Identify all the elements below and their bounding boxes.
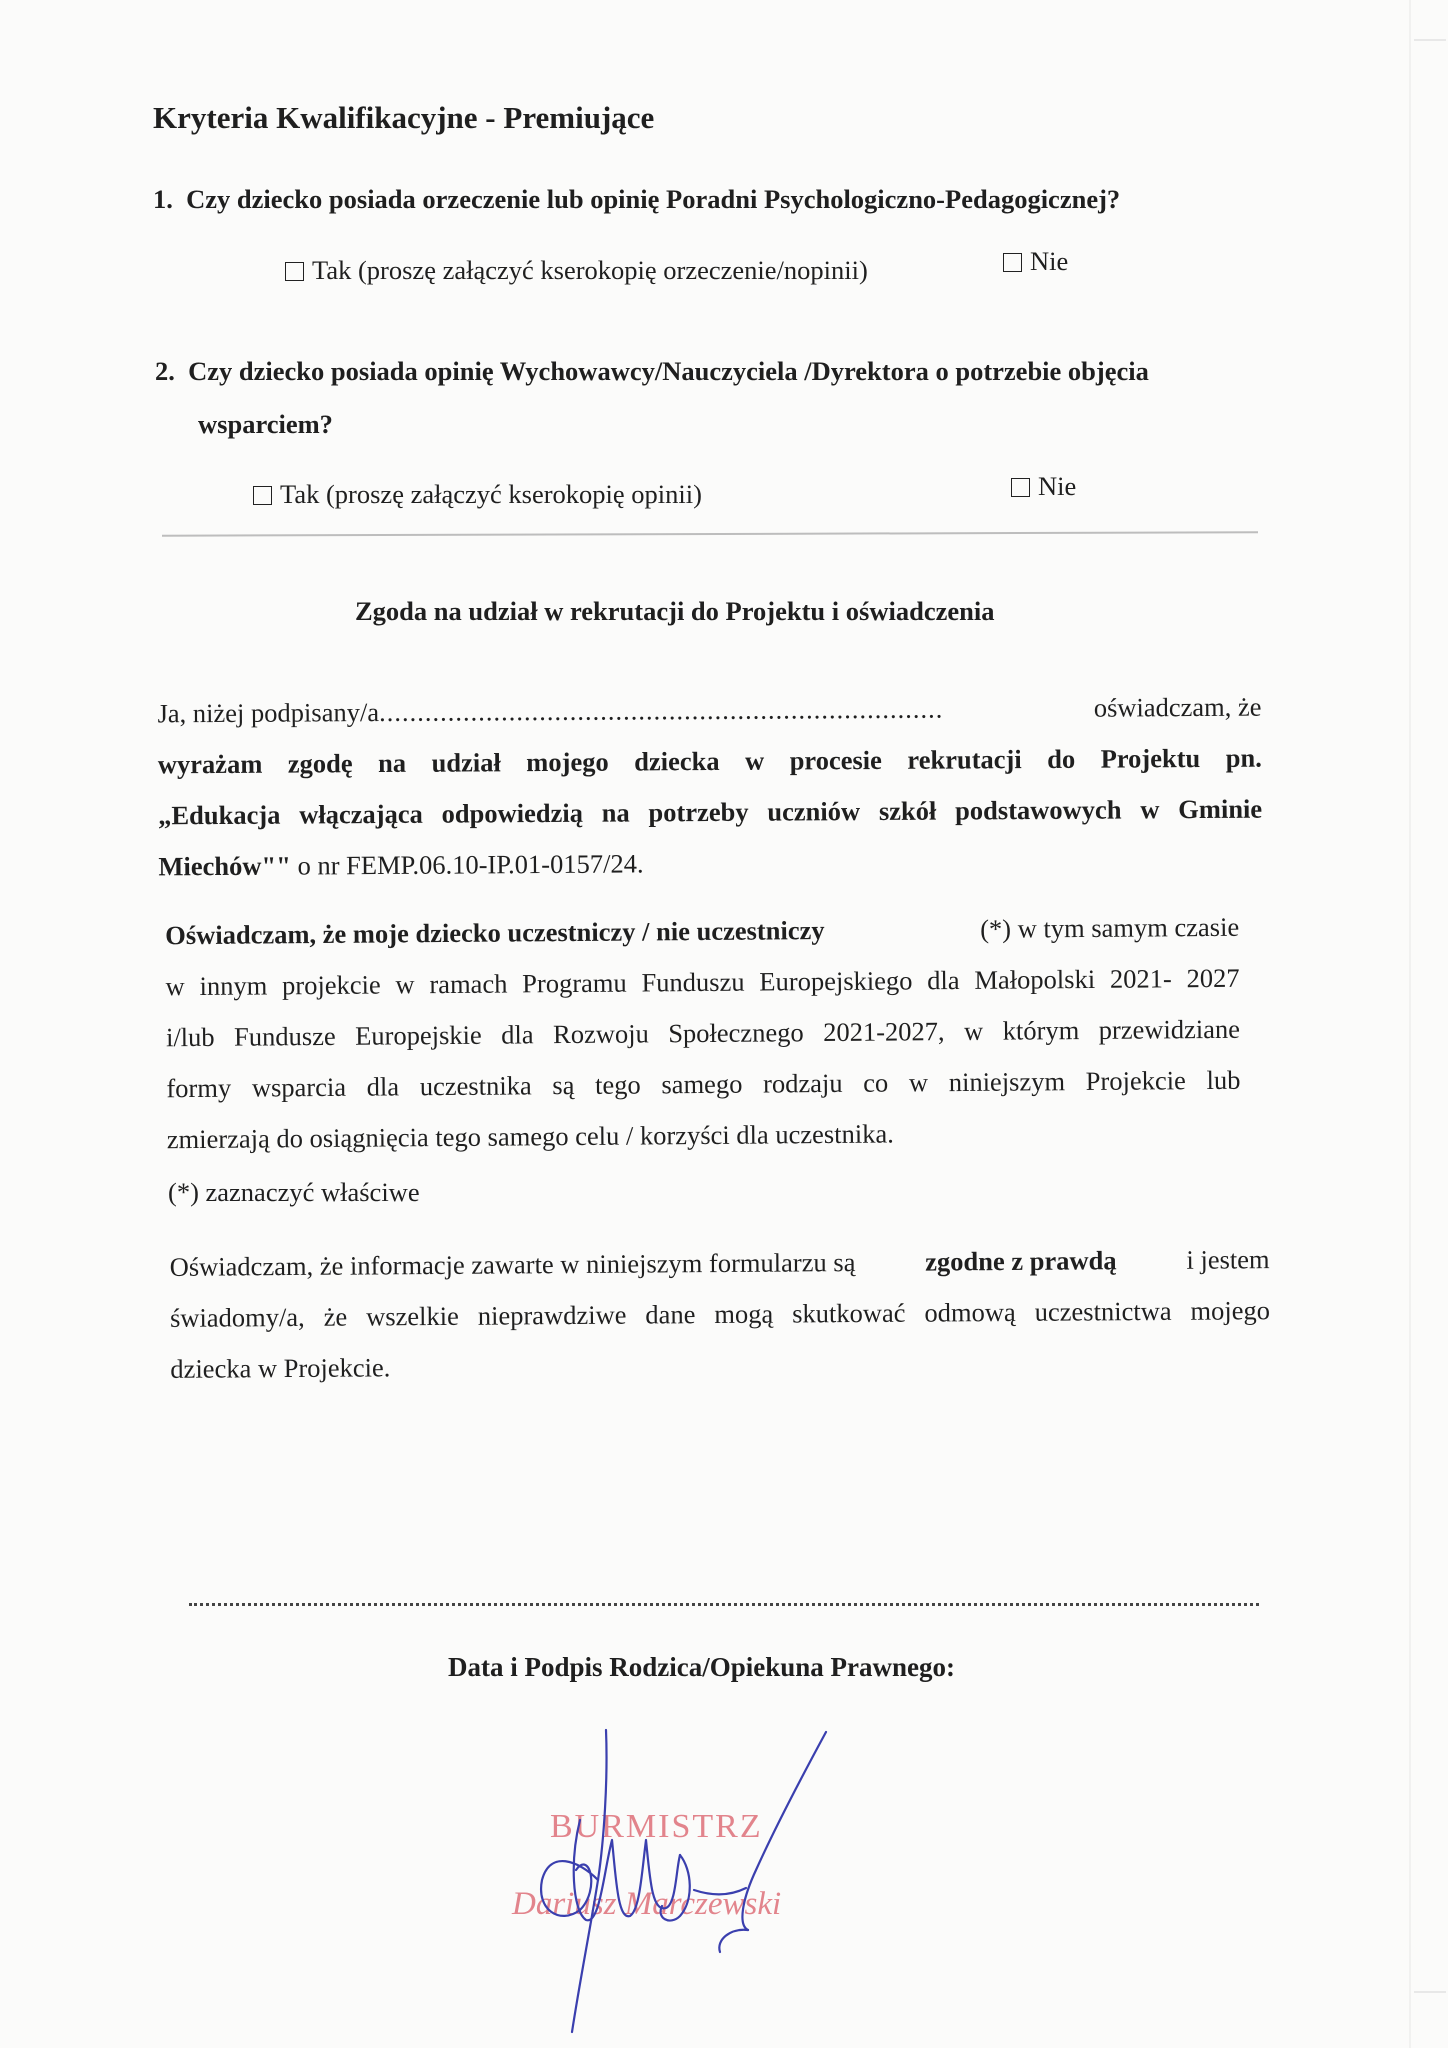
participation-line-5: zmierzają do osiągnięcia tego samego celu / korzyści dla uczestnika. (166, 1118, 894, 1155)
question-1-option-no[interactable] (1003, 246, 1068, 277)
handwritten-signature-icon (480, 1720, 900, 2040)
truthfulness-line-2: świadomy/a, że wszelkie nieprawdziwe dane mogą skutkować odmową uczestnictwa mojego (169, 1295, 1271, 1333)
participation-line-3: i/lub Fundusze Europejskie dla Rozwoju Społecznego 2021-2027, w którym przewidziane (165, 1013, 1241, 1053)
question-1-option-yes[interactable] (285, 255, 868, 286)
question-1-number: 1. (153, 184, 173, 214)
question-1-option-no-label: Nie (1030, 246, 1069, 276)
question-2-option-no[interactable] (1011, 471, 1076, 502)
truthfulness-statement (169, 1234, 1270, 1395)
name-fill-dots[interactable]: .......................................................................... (378, 693, 944, 728)
consent-line-4-bold: Miechów"" (158, 850, 292, 882)
participation-line-1 (165, 902, 1239, 961)
question-1-option-yes-label: Tak (proszę załączyć kserokopię orzeczenie/nopinii) (312, 255, 868, 285)
participation-line-2: w innym projekcie w ramach Programu Funduszu Europejskiego dla Małopolski 2021- 2027 (165, 962, 1240, 1002)
participation-line-1-bold: Oświadczam, że moje dziecko uczestniczy / nie uczestniczy (165, 915, 825, 951)
consent-line-2: wyrażam zgodę na udział mojego dziecka w procesie rekrutacji do Projektu pn. (157, 742, 1262, 780)
footnote: (*) zaznaczyć właściwe (168, 1177, 420, 1207)
consent-line-3: „Edukacja włączająca odpowiedzią na potrzeby uczniów szkół podstawowych w Gminie (158, 793, 1263, 831)
question-2-text-line2: wsparciem? (198, 409, 333, 439)
signature-label: Data i Podpis Rodzica/Opiekuna Prawnego: (448, 1652, 956, 1682)
participation-statement (165, 902, 1241, 1165)
checkbox-icon[interactable] (253, 486, 272, 505)
question-2-option-yes[interactable] (253, 479, 702, 510)
question-1 (153, 184, 1120, 215)
stamp-title: BURMISTRZ (550, 1808, 763, 1845)
question-2 (155, 356, 1149, 387)
checkbox-icon[interactable] (285, 262, 304, 281)
consent-line-4 (158, 835, 1262, 893)
question-1-text: Czy dziecko posiada orzeczenie lub opinię Poradni Psychologiczno-Pedagogicznej? (186, 184, 1121, 214)
participation-line-4: formy wsparcia dla uczestnika są tego samego rodzaju co w niniejszym Projekcie lub (166, 1064, 1241, 1104)
truthfulness-line-3: dziecka w Projekcie. (170, 1352, 391, 1384)
question-2-text-line1: Czy dziecko posiada opinię Wychowawcy/Nauczyciela /Dyrektora o potrzebie objęcia (188, 356, 1149, 386)
signature-line[interactable] (189, 1603, 1259, 1606)
truthfulness-line-1-suffix: i jestem (1186, 1244, 1270, 1275)
stamp-name: Dariusz Marczewski (512, 1886, 782, 1922)
consent-line-1 (157, 682, 1261, 740)
question-2-option-no-label: Nie (1038, 471, 1077, 501)
consent-line-4-rest: o nr FEMP.06.10-IP.01-0157/24. (290, 848, 644, 881)
question-2-number: 2. (155, 356, 175, 386)
checkbox-icon[interactable] (1011, 478, 1030, 497)
checkbox-icon[interactable] (1003, 253, 1022, 272)
section-divider (162, 531, 1258, 536)
section-title: Zgoda na udział w rekrutacji do Projektu i oświadczenia (355, 596, 995, 626)
truthfulness-line-1-bold: zgodne z prawdą (925, 1245, 1117, 1277)
consent-paragraph (157, 682, 1262, 893)
participation-line-1-rest: (*) w tym samym czasie (980, 911, 1240, 944)
scan-edge-marks (1408, 0, 1448, 2048)
declare-label: oświadczam, że (1093, 691, 1262, 723)
page-title: Kryteria Kwalifikacyjne - Premiujące (153, 100, 655, 135)
truthfulness-line-1-prefix: Oświadczam, że informacje zawarte w niniejszym formularzu są (169, 1247, 856, 1282)
undersigned-label: Ja, niżej podpisany/a (157, 697, 380, 729)
truthfulness-line-1 (169, 1234, 1269, 1293)
question-2-option-yes-label: Tak (proszę załączyć kserokopię opinii) (280, 479, 702, 509)
